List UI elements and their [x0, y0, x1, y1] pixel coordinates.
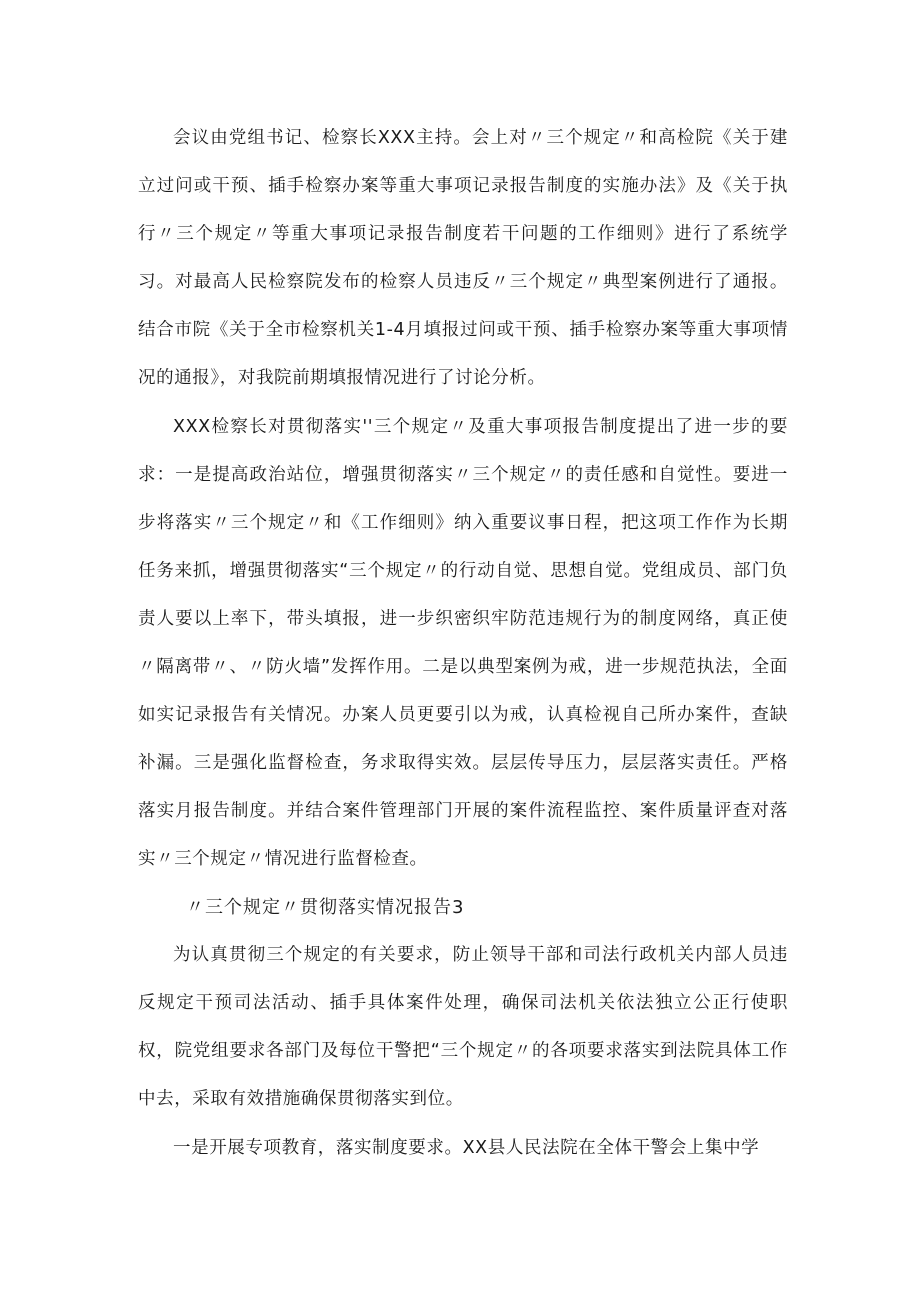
section-heading: 〃三个规定〃贯彻落实情况报告3 [186, 897, 465, 918]
body-paragraph: 为认真贯彻三个规定的有关要求，防止领导干部和司法行政机关内部人员违反规定干预司法活动、插手具体案件处理，确保司法机关依法独立公正行使职权，院党组要求各部门及每位干警把“三个规定〃的各项要求落实到法院具体工作中去，采取有效措施确保贯彻落实到位。 [138, 945, 788, 1109]
body-paragraph: XXX检察长对贯彻落实''三个规定〃及重大事项报告制度提出了进一步的要求：一是提高政治站位，增强贯彻落实〃三个规定〃的责任感和自觉性。要进一步将落实〃三个规定〃和《工作细则》纳入重要议事日程，把这项工作作为长期任务来抓，增强贯彻落实“三个规定〃的行动自觉、思想自觉。党组成员、部门负责人要以上率下，带头填报，进一步织密织牢防范违规行为的制度网络，真正使〃隔离带〃、〃防火墙”发挥作用。二是以典型案例为戒，进一步规范执法，全面如实记录报告有关情况。办案人员更要引以为戒，认真检视自己所办案件，查缺补漏。三是强化监督检查，务求取得实效。层层传导压力，层层落实责任。严格落实月报告制度。并结合案件管理部门开展的案件流程监控、案件质量评查对落实〃三个规定〃情况进行监督检查。 [138, 417, 788, 869]
body-paragraph: 会议由党组书记、检察长XXX主持。会上对〃三个规定〃和高检院《关于建立过问或干预、插手检察办案等重大事项记录报告制度的实施办法》及《关于执行〃三个规定〃等重大事项记录报告制度若干问题的工作细则》进行了系统学习。对最高人民检察院发布的检察人员违反〃三个规定〃典型案例进行了通报。结合市院《关于全市检察机关1-4月填报过问或干预、插手检察办案等重大事项情况的通报》，对我院前期填报情况进行了讨论分析。 [138, 128, 788, 388]
body-paragraph: 一是开展专项教育，落实制度要求。XX县人民法院在全体干警会上集中学 [173, 1138, 760, 1158]
